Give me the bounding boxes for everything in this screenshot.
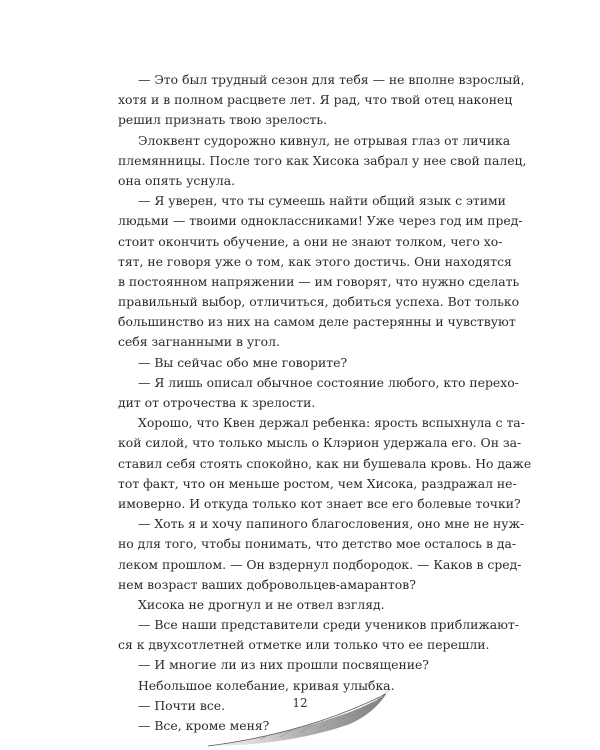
text-line: — И многие ли из них прошли посвящение? xyxy=(138,657,429,673)
text-line: себя загнанными в угол. xyxy=(118,334,280,350)
text-line: — Это был трудный сезон для тебя — не вполне взрослый, xyxy=(138,72,525,87)
text-line: в постоянном напряжении — им говорят, что нужно сделать xyxy=(118,273,520,289)
text-line: — Все наши представители среди учеников приближают- xyxy=(138,617,519,633)
text-line: — Я уверен, что ты сумеешь найти общий язык с этими xyxy=(138,193,506,209)
text-line: имоверно. И откуда только кот знает все его болевые точки? xyxy=(118,495,521,511)
text-line: Хорошо, что Квен держал ребенка: ярость вспыхнула с та- xyxy=(138,415,525,431)
page-footer xyxy=(200,690,400,750)
text-line: — Все, кроме меня? xyxy=(138,718,270,733)
text-line: людьми — твоими одноклассниками! Уже через год им пред- xyxy=(118,213,523,229)
text-line: она опять уснула. xyxy=(118,172,236,188)
text-line: хотя и в полном расцвете лет. Я рад, что твой отец наконец xyxy=(118,92,513,108)
body-text xyxy=(118,70,532,736)
text-line: — Я лишь описал обычное состояние любого, кто перехо- xyxy=(138,374,519,390)
text-line: правильный выбор, отличиться, добиться успеха. Вот только xyxy=(118,294,520,310)
text-line: племянницы. После того как Хисока забрал у нее свой палец, xyxy=(118,152,527,168)
text-line: дит от отрочества к зрелости. xyxy=(118,395,316,410)
text-line: — Вы сейчас обо мне говорите? xyxy=(138,354,348,370)
text-line: решил признать твою зрелость. xyxy=(118,112,328,128)
text-line: нем возраст ваших добровольцев-амарантов? xyxy=(118,576,416,592)
text-line: ся к двухсотлетней отметке или только что ее перешли. xyxy=(118,637,490,653)
page-number: 12 xyxy=(292,696,308,710)
text-line: кой силой, что только мысль о Клэрион удержала его. Он за- xyxy=(118,435,522,451)
text-line: но для того, чтобы понимать, что детство мое осталось в да- xyxy=(118,536,517,552)
text-line: Хисока не дрогнул и не отвел взгляд. xyxy=(138,596,385,612)
text-line: — Хоть я и хочу папиного благословения, оно мне не нуж- xyxy=(138,516,525,532)
text-line: тот факт, что он меньше ростом, чем Хисока, раздражал не- xyxy=(118,475,517,491)
text-line: стоит окончить обучение, а они не знают толком, чего хо- xyxy=(118,233,503,249)
text-line: Элоквент судорожно кивнул, не отрывая глаз от личика xyxy=(138,132,511,148)
text-line: Небольшое колебание, кривая улыбка. xyxy=(138,677,395,693)
text-line: ставил себя стоять спокойно, как ни бушевала кровь. Но даже xyxy=(118,455,532,471)
text-line: — Почти все. xyxy=(138,697,226,713)
text-line: большинство из них на самом деле растерянны и чувствуют xyxy=(118,314,516,330)
text-line: тят, не говоря уже о том, как этого достичь. Они находятся xyxy=(118,253,512,269)
text-line: леком прошлом. — Он вздернул подбородок. — Каков в сред- xyxy=(118,556,522,572)
